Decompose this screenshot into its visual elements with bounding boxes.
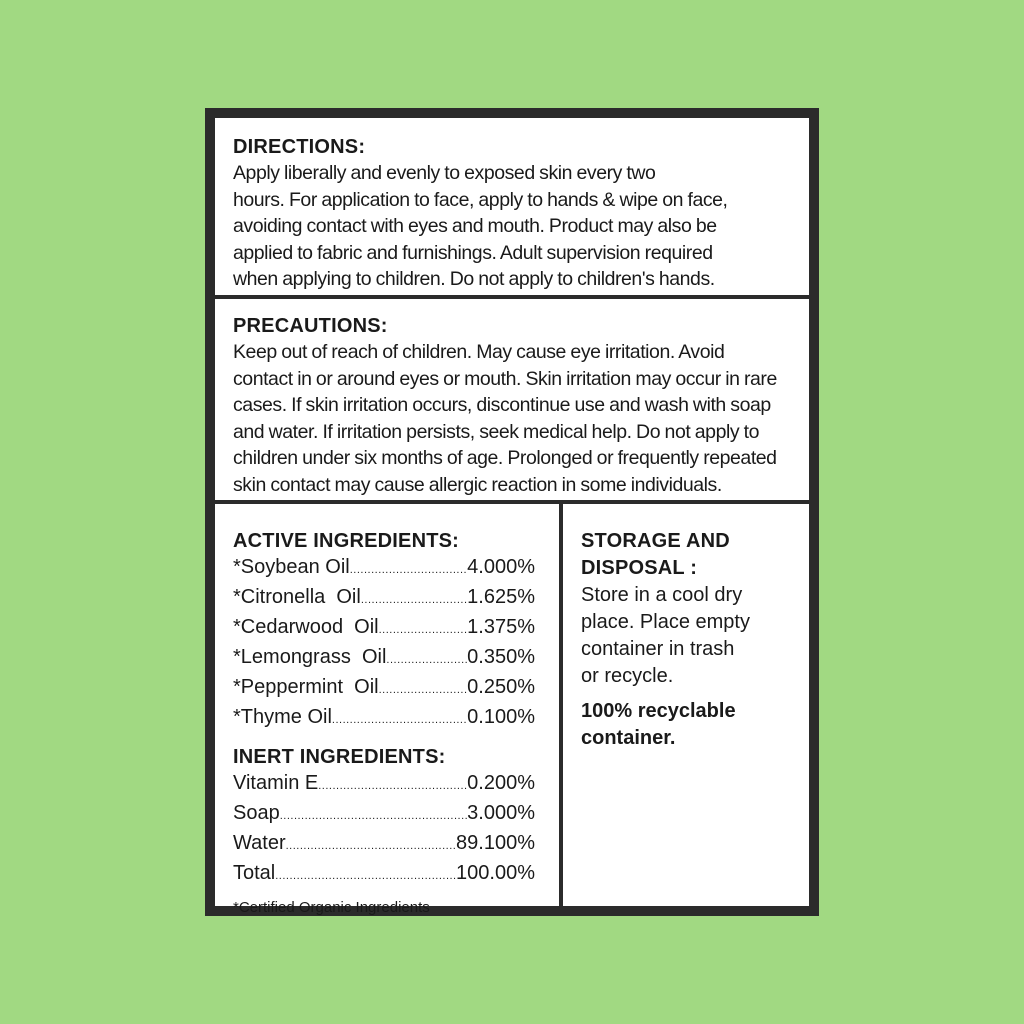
ingredient-percent: 1.375% [467, 616, 535, 638]
ingredient-name: *Citronella Oil [233, 586, 361, 608]
recyclable-line: container. [581, 727, 676, 749]
ingredient-name: *Cedarwood Oil [233, 616, 379, 638]
ingredient-percent: 89.100% [456, 832, 535, 854]
precautions-panel [215, 299, 809, 500]
ingredient-name: *Lemongrass Oil [233, 646, 387, 668]
ingredient-percent: 3.000% [467, 802, 535, 824]
ingredient-row [233, 830, 535, 860]
precautions-line: children under six months of age. Prolonged or frequently repeated [233, 447, 777, 470]
dot-leader [379, 677, 468, 704]
ingredient-row [233, 584, 535, 614]
precautions-heading: PRECAUTIONS: [233, 315, 388, 337]
dot-leader [318, 773, 467, 800]
storage-line: place. Place empty [581, 611, 750, 633]
directions-line: hours. For application to face, apply to hands & wipe on face, [233, 188, 728, 211]
directions-panel [215, 118, 809, 295]
ingredient-row [233, 644, 535, 674]
dot-leader [379, 617, 468, 644]
organic-footnote: *Certified Organic Ingredients [233, 899, 430, 916]
storage-line: Store in a cool dry [581, 584, 743, 606]
directions-line: when applying to children. Do not apply to children's hands. [233, 268, 715, 291]
ingredient-percent: 4.000% [467, 556, 535, 578]
dot-leader [275, 863, 456, 890]
dot-leader [361, 587, 467, 614]
storage-line: or recycle. [581, 665, 674, 687]
ingredient-percent: 0.250% [467, 676, 535, 698]
ingredient-name: Vitamin E [233, 772, 319, 794]
recyclable-line: 100% recyclable [581, 700, 736, 722]
precautions-line: contact in or around eyes or mouth. Skin irritation may occur in rare [233, 367, 777, 390]
inert-ingredients-heading: INERT INGREDIENTS: [233, 746, 446, 768]
precautions-line: skin contact may cause allergic reaction in some individuals. [233, 473, 722, 496]
storage-heading-line: STORAGE AND [581, 530, 730, 552]
ingredient-row [233, 614, 535, 644]
storage-panel [563, 504, 809, 906]
ingredient-name: *Thyme Oil [233, 706, 332, 728]
ingredient-percent: 0.350% [467, 646, 535, 668]
ingredient-row [233, 704, 535, 734]
ingredients-panel [215, 504, 559, 916]
storage-heading-line: DISPOSAL : [581, 557, 698, 579]
ingredient-percent: 0.200% [467, 772, 535, 794]
ingredient-row [233, 554, 535, 584]
directions-text [233, 160, 793, 293]
active-ingredients-heading: ACTIVE INGREDIENTS: [233, 530, 460, 552]
precautions-line: cases. If skin irritation occurs, discontinue use and wash with soap [233, 394, 771, 417]
storage-heading [581, 528, 799, 582]
ingredient-percent: 0.100% [467, 706, 535, 728]
directions-line: applied to fabric and furnishings. Adult supervision required [233, 241, 713, 264]
storage-line: container in trash [581, 638, 735, 660]
product-label [205, 108, 819, 916]
ingredient-row [233, 860, 535, 890]
recyclable-note [581, 698, 799, 752]
ingredient-name: *Soybean Oil [233, 556, 350, 578]
directions-heading: DIRECTIONS: [233, 136, 366, 158]
dot-leader [332, 707, 467, 734]
precautions-line: and water. If irritation persists, seek medical help. Do not apply to [233, 420, 759, 443]
ingredient-name: Water [233, 832, 286, 854]
precautions-text [233, 339, 793, 499]
storage-text [581, 582, 799, 690]
dot-leader [350, 557, 467, 584]
ingredient-row [233, 770, 535, 800]
directions-line: avoiding contact with eyes and mouth. Product may also be [233, 215, 717, 238]
precautions-line: Keep out of reach of children. May cause eye irritation. Avoid [233, 341, 725, 363]
ingredient-name: *Peppermint Oil [233, 676, 379, 698]
ingredient-name: Total [233, 862, 276, 884]
ingredient-row [233, 674, 535, 704]
ingredient-row [233, 800, 535, 830]
dot-leader [280, 803, 467, 830]
dot-leader [286, 833, 456, 860]
dot-leader [386, 647, 467, 674]
directions-line: Apply liberally and evenly to exposed skin every two [233, 162, 656, 184]
ingredient-percent: 1.625% [467, 586, 535, 608]
ingredient-percent: 100.00% [456, 862, 535, 884]
ingredient-name: Soap [233, 802, 280, 824]
